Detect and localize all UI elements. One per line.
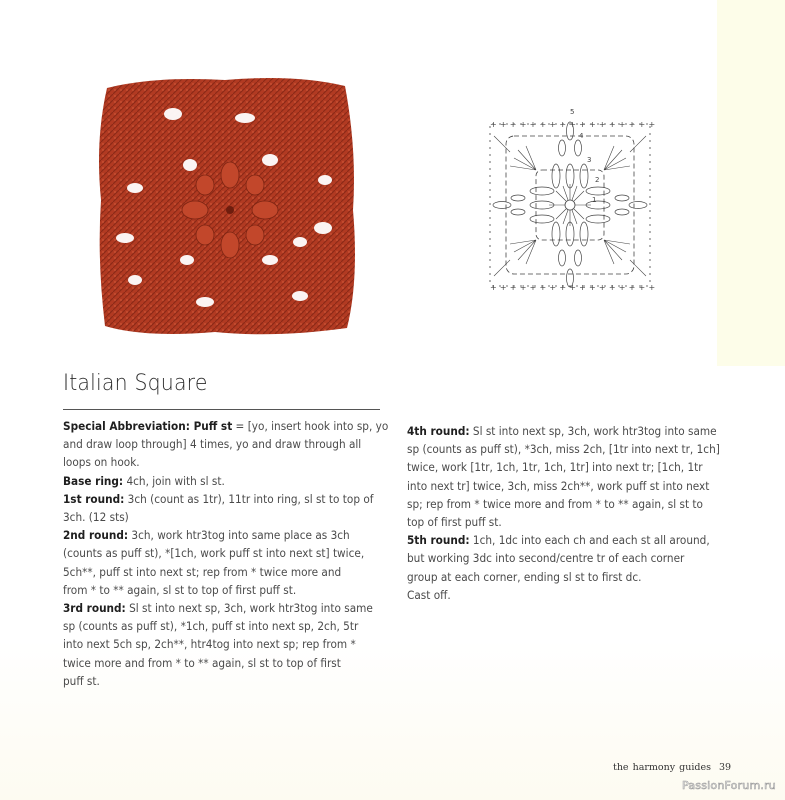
round-5: 5th round: 1ch, 1dc into each ch and each st all around, but working 3dc into second/centre tr of each corner group at each corner, ending sl st to first dc. xyxy=(407,534,710,584)
cast-off: Cast off. xyxy=(407,588,451,602)
page-edge-strip xyxy=(717,0,785,366)
round-2: 2nd round: 3ch, work htr3tog into same place as 3ch (counts as puff st), *[1ch, work puff st into next st] twice, 5ch**, puff st into next st; rep from * twice more and from * to ** again, sl st to top of first puff st. xyxy=(63,529,365,597)
title-divider xyxy=(63,409,380,410)
page-footer xyxy=(613,762,731,773)
round-label-1: 1 xyxy=(592,196,597,204)
round-label-4: 4 xyxy=(579,132,584,140)
round-label-3: 3 xyxy=(587,156,592,164)
round-1: 1st round: 3ch (count as 1tr), 11tr into ring, sl st to top of 3ch. (12 sts) xyxy=(63,492,374,525)
watermark: PassionForum.ru xyxy=(682,779,776,792)
book-title: the harmony guides xyxy=(613,762,711,773)
svg-text:++++++++++++++++++: ++++++++++++++++++ xyxy=(490,283,656,292)
instructions-left-column xyxy=(63,418,393,691)
round-label-5: 5 xyxy=(570,108,575,116)
svg-text:++++++++++++++++++: ++++++++++++++++++ xyxy=(490,120,656,129)
instructions-right-column xyxy=(407,423,727,605)
base-ring: Base ring: 4ch, join with sl st. xyxy=(63,474,225,488)
crochet-square-photo xyxy=(95,70,360,340)
special-abbreviation: Special Abbreviation: Puff st = [yo, insert hook into sp, yo and draw loop through] 4 times, yo and draw through all loops on hook. xyxy=(63,420,389,470)
crochet-chart-diagram xyxy=(484,106,656,296)
round-label-2: 2 xyxy=(595,176,600,184)
round-4: 4th round: Sl st into next sp, 3ch, work htr3tog into same sp (counts as puff st), *3ch, miss 2ch, [1tr into next tr, 1ch] twice, work [1tr, 1ch, 1tr, 1ch, 1tr] into next tr; [1ch, 1tr into next tr] twice, 3ch, miss 2ch**, work puff st into next sp; rep from * twice more and from * to ** again, sl st to top of first puff st. xyxy=(407,425,720,530)
round-3: 3rd round: Sl st into next sp, 3ch, work htr3tog into same sp (counts as puff st), *1ch, puff st into next sp, 2ch, 5tr into next 5ch sp, 2ch**, htr4tog into next sp; rep from * twice more and from * to ** again, sl st to top of first puff st. xyxy=(63,602,373,688)
page-number: 39 xyxy=(718,762,732,773)
pattern-title: Italian Square xyxy=(63,371,208,396)
